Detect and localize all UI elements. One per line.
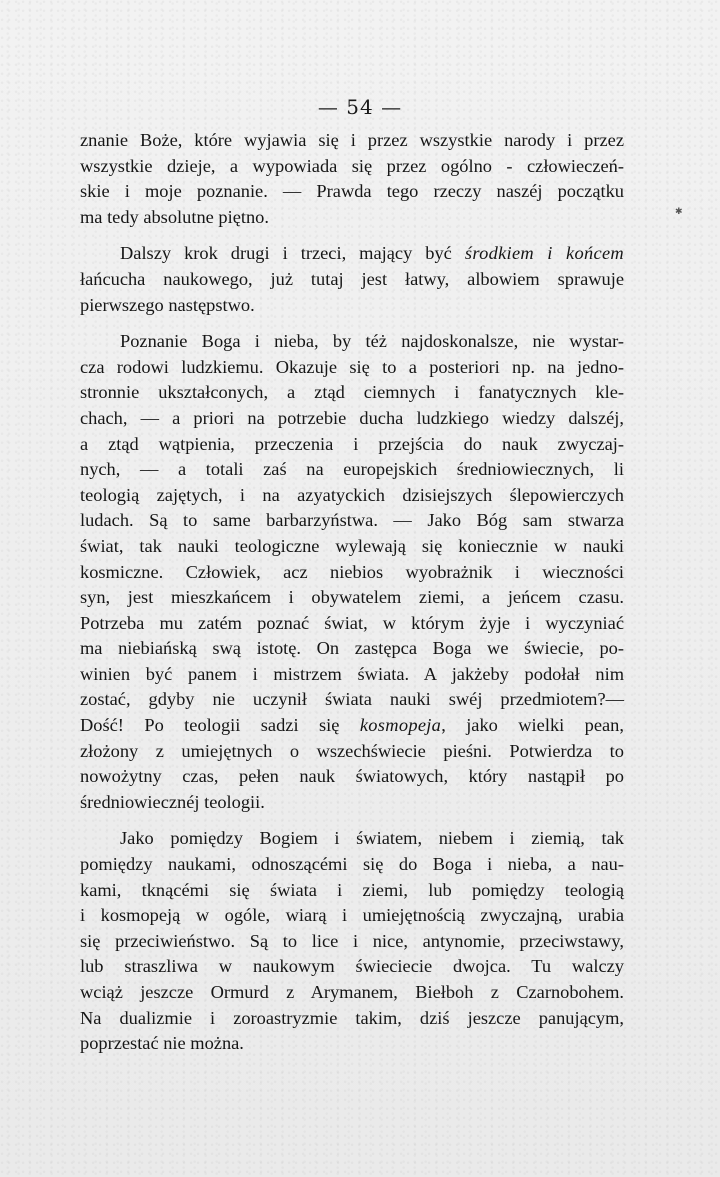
text-line: nych, — a totali zaś na europejskich średniowiecznych, li [80,459,624,480]
text-line: wszystkie dzieje, a wypowiada się przez ogólno - człowieczeń- [80,155,624,176]
text-line: Na dualizmie i zoroastryzmie takim, dziś jeszcze panującym, [80,1007,624,1028]
text-line: stronnie ukształconych, a ztąd ciemnych i fanatycznych kle- [80,382,624,403]
text-line: kosmiczne. Człowiek, acz niebios wyobrażnik i wieczności [80,561,624,582]
ink-speck: ✱ [675,207,683,217]
text-line: zostać, gdyby nie uczynił świata nauki swéj przedmiotem?— [80,689,624,710]
text-line: Poznanie Boga i nieba, by téż najdoskonalsze, nie wystar- [120,331,624,352]
text-line: ma tedy absolutne piętno. [80,206,269,227]
line-text: , jako wielki pean, [441,715,624,736]
text-line: nowożytny czas, pełen nauk światowych, który nastąpił po [80,766,624,787]
text-line: pierwszego następstwo. [80,294,255,315]
text-line: Jako pomiędzy Bogiem i światem, niebem i ziemią, tak [120,828,624,849]
text-line: lub straszliwa w naukowym świeciecie dwojca. Tu walczy [80,956,624,977]
line-text: Dość! Po teologii sadzi się [80,715,360,736]
emphasized-text: środkiem i końcem [464,243,624,264]
text-line: złożony z umiejętnych o wszechświecie pieśni. Potwierdza to [80,740,624,761]
text-line: i kosmopeją w ogóle, wiarą i umiejętnością zwyczajną, urabia [80,905,624,926]
text-line: pomiędzy naukami, odnoszącémi się do Boga i nieba, a nau- [80,854,624,875]
text-line: Potrzeba mu zatém poznać świat, w którym żyje i wyczyniać [80,612,624,633]
text-line: średniowiecznéj teologii. [80,791,265,812]
text-line: skie i moje poznanie. — Prawda tego rzeczy naszéj początku [80,181,624,202]
text-line: ma niebiańską swą istotę. On zastępca Boga we świecie, po- [80,638,624,659]
paragraph-gap [80,318,624,329]
text-line: świat, tak nauki teologiczne wylewają się koniecznie w nauki [80,535,624,556]
text-line: teologią zajętych, i na azyatyckich dzisiejszych ślepowierczych [80,484,624,505]
text-line [80,241,624,267]
text-line: ludach. Są to same barbarzyństwa. — Jako Bóg sam stwarza [80,510,624,531]
paragraph-gap [80,815,624,826]
text-line: wciąż jeszcze Ormurd z Arymanem, Biełboh z Czarnobohem. [80,982,624,1002]
text-line: łańcucha naukowego, już tutaj jest łatwy, albowiem sprawuje [80,268,624,289]
text-line: syn, jest mieszkańcem i obywatelem ziemi, a jeńcem czasu. [80,587,624,608]
text-line: cza rodowi ludzkiemu. Okazuje się to a posteriori np. na jedno- [80,356,624,377]
text-line: znanie Boże, które wyjawia się i przez wszystkie narody i przez [80,130,624,150]
text-line: a ztąd wątpienia, przeczenia i przejścia do nauk zwyczaj- [80,433,624,454]
text-line: chach, — a priori na potrzebie ducha ludzkiego wiedzy dalszéj, [80,407,624,428]
text-line: się przeciwieństwo. Są to lice i nice, antynomie, przeciwstawy, [80,930,624,951]
text-line: poprzestać nie można. [80,1033,244,1054]
text-line: kami, tknącémi się świata i ziemi, lub pomiędzy teologią [80,879,624,900]
text-line [80,713,624,739]
emphasized-text: kosmopeja [359,715,442,736]
page-number: — 54 — [317,95,403,119]
paragraph-gap [80,230,624,241]
line-text: Dalszy krok drugi i trzeci, mający być [120,243,465,264]
text-line: winien być panem i mistrzem świata. A jakżeby podołał nim [80,663,624,684]
body-text [80,128,624,1057]
